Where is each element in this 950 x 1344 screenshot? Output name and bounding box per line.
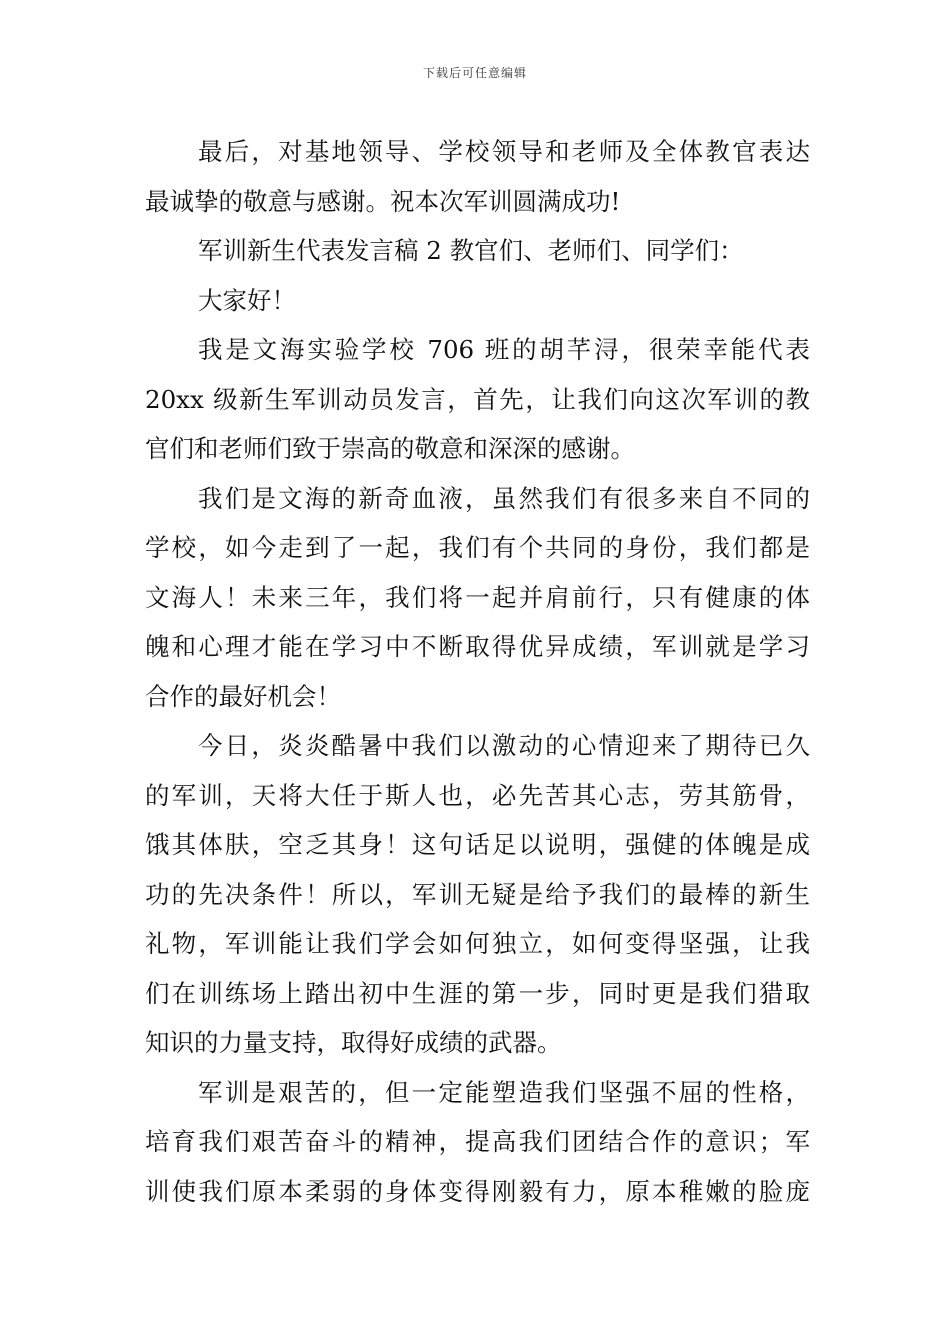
text-line: 培育我们艰苦奋斗的精神，提高我们团结合作的意识；军 <box>145 1127 810 1156</box>
text-line: 大家好！ <box>198 285 296 315</box>
text-line: 学校，如今走到了一起，我们有个共同的身份，我们都是 <box>145 533 810 562</box>
text-line: 合作的最好机会！ <box>145 681 341 711</box>
text-line: 最后，对基地领导、学校领导和老师及全体教官表达 <box>198 137 810 166</box>
text-line: 饿其体肤，空乏其身！这句话足以说明，强健的体魄是成 <box>145 830 810 859</box>
text-line: 功的先决条件！所以，军训无疑是给予我们的最棒的新生 <box>145 879 810 909</box>
text-line: 军训新生代表发言稿 2 教官们、老师们、同学们： <box>198 236 744 265</box>
text-line: 文海人！未来三年，我们将一起并肩前行，只有健康的体 <box>145 582 810 612</box>
text-line: 魄和心理才能在学习中不断取得优异成绩，军训就是学习 <box>145 632 810 661</box>
text-line: 军训是艰苦的，但一定能塑造我们坚强不屈的性格， <box>198 1077 810 1107</box>
text-line: 最诚挚的敬意与感谢。祝本次军训圆满成功! <box>145 186 621 216</box>
text-line: 知识的力量支持，取得好成绩的武器。 <box>145 1028 562 1057</box>
text-line: 的军训，天将大任于斯人也，必先苦其心志，劳其筋骨， <box>145 780 810 810</box>
text-line: 我们是文海的新奇血液，虽然我们有很多来自不同的 <box>198 483 810 513</box>
text-line: 礼物，军训能让我们学会如何独立，如何变得坚强，让我 <box>145 929 810 958</box>
text-line: 训使我们原本柔弱的身体变得刚毅有力，原本稚嫩的脸庞 <box>145 1176 810 1206</box>
page-header: 下载后可任意编辑 <box>422 66 527 80</box>
document-body <box>145 127 810 1216</box>
text-line: 今日，炎炎酷暑中我们以激动的心情迎来了期待已久 <box>198 731 810 760</box>
text-line: 官们和老师们致于崇高的敬意和深深的感谢。 <box>145 434 635 463</box>
text-line: 我是文海实验学校 706 班的胡芊浔，很荣幸能代表 <box>198 335 810 364</box>
text-line: 们在训练场上踏出初中生涯的第一步，同时更是我们猎取 <box>145 978 810 1008</box>
text-line: 20xx 级新生军训动员发言，首先，让我们向这次军训的教 <box>145 384 810 414</box>
